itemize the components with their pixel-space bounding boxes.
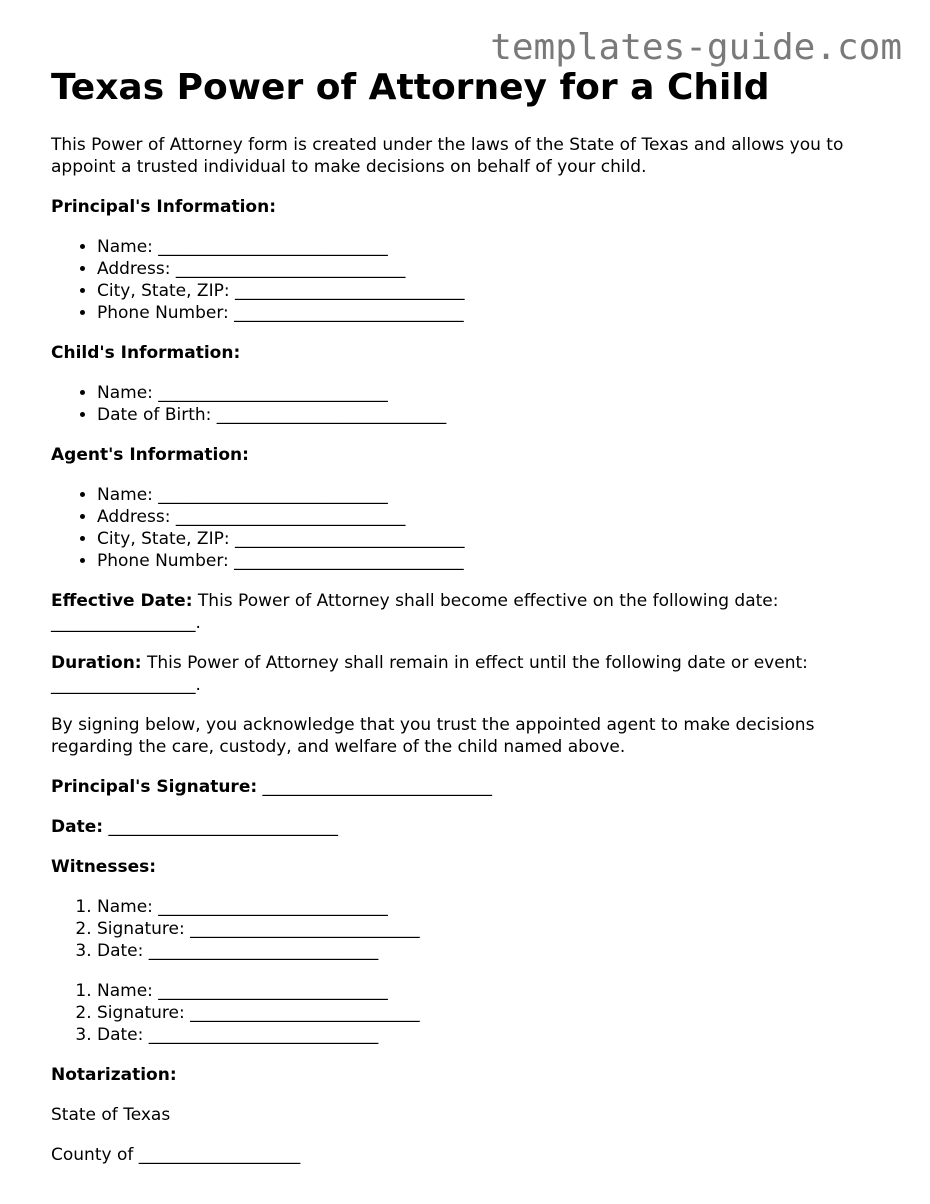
witness-1-signature-field[interactable]: 2. Signature: ___________________________ bbox=[97, 918, 891, 940]
principal-phone-field[interactable]: • Phone Number: ___________________________ bbox=[97, 302, 891, 324]
principal-heading: Principal's Information: bbox=[51, 197, 276, 217]
date-blank: ___________________________ bbox=[103, 817, 338, 837]
witness-2-signature-field[interactable]: 2. Signature: ___________________________ bbox=[97, 1002, 891, 1024]
document-page bbox=[51, 66, 891, 1166]
principal-address-field[interactable]: • Address: ___________________________ bbox=[97, 258, 891, 280]
duration-paragraph[interactable] bbox=[51, 652, 891, 696]
agent-fields bbox=[51, 484, 891, 572]
effective-date-text: This Power of Attorney shall become effective on the following date: _________________. bbox=[51, 591, 779, 633]
acknowledgement-paragraph: By signing below, you acknowledge that you trust the appointed agent to make decisions regarding the care, custody, and welfare of the child named above. bbox=[51, 715, 815, 757]
witness-1-name-field[interactable]: 1. Name: ___________________________ bbox=[97, 896, 891, 918]
principal-signature-label: Principal's Signature: bbox=[51, 777, 258, 797]
date-line[interactable] bbox=[51, 816, 891, 838]
duration-text: This Power of Attorney shall remain in effect until the following date or event: _________________. bbox=[51, 653, 808, 695]
agent-name-field[interactable]: • Name: ___________________________ bbox=[97, 484, 891, 506]
principal-signature-blank: ___________________________ bbox=[257, 777, 493, 797]
child-dob-field[interactable]: • Date of Birth: ___________________________ bbox=[97, 404, 891, 426]
child-heading: Child's Information: bbox=[51, 343, 241, 363]
principal-fields bbox=[51, 236, 891, 324]
duration-label: Duration: bbox=[51, 653, 142, 673]
notary-state: State of Texas bbox=[51, 1105, 171, 1125]
effective-date-paragraph[interactable] bbox=[51, 590, 891, 634]
agent-phone-field[interactable]: • Phone Number: ___________________________ bbox=[97, 550, 891, 572]
notarization-heading: Notarization: bbox=[51, 1065, 177, 1085]
agent-heading: Agent's Information: bbox=[51, 445, 249, 465]
child-name-field[interactable]: • Name: ___________________________ bbox=[97, 382, 891, 404]
document-title: Texas Power of Attorney for a Child bbox=[51, 67, 770, 108]
notary-county-field[interactable]: County of ___________________ bbox=[51, 1145, 301, 1165]
principal-city-state-zip-field[interactable]: • City, State, ZIP: ___________________________ bbox=[97, 280, 891, 302]
witness-2-date-field[interactable]: 3. Date: ___________________________ bbox=[97, 1024, 891, 1046]
intro-paragraph: This Power of Attorney form is created under the laws of the State of Texas and allows you to appoint a trusted individual to make decisions on behalf of your child. bbox=[51, 135, 844, 177]
agent-city-state-zip-field[interactable]: • City, State, ZIP: ___________________________ bbox=[97, 528, 891, 550]
witnesses-heading: Witnesses: bbox=[51, 857, 157, 877]
date-label: Date: bbox=[51, 817, 104, 837]
effective-date-label: Effective Date: bbox=[51, 591, 193, 611]
child-fields bbox=[51, 382, 891, 426]
agent-address-field[interactable]: • Address: ___________________________ bbox=[97, 506, 891, 528]
witness-1-date-field[interactable]: 3. Date: ___________________________ bbox=[97, 940, 891, 962]
principal-signature-line[interactable] bbox=[51, 776, 891, 798]
witness-2-fields bbox=[51, 980, 891, 1046]
principal-name-field[interactable]: • Name: ___________________________ bbox=[97, 236, 891, 258]
witness-2-name-field[interactable]: 1. Name: ___________________________ bbox=[97, 980, 891, 1002]
witness-1-fields bbox=[51, 896, 891, 962]
site-watermark: templates-guide.com bbox=[490, 27, 902, 68]
